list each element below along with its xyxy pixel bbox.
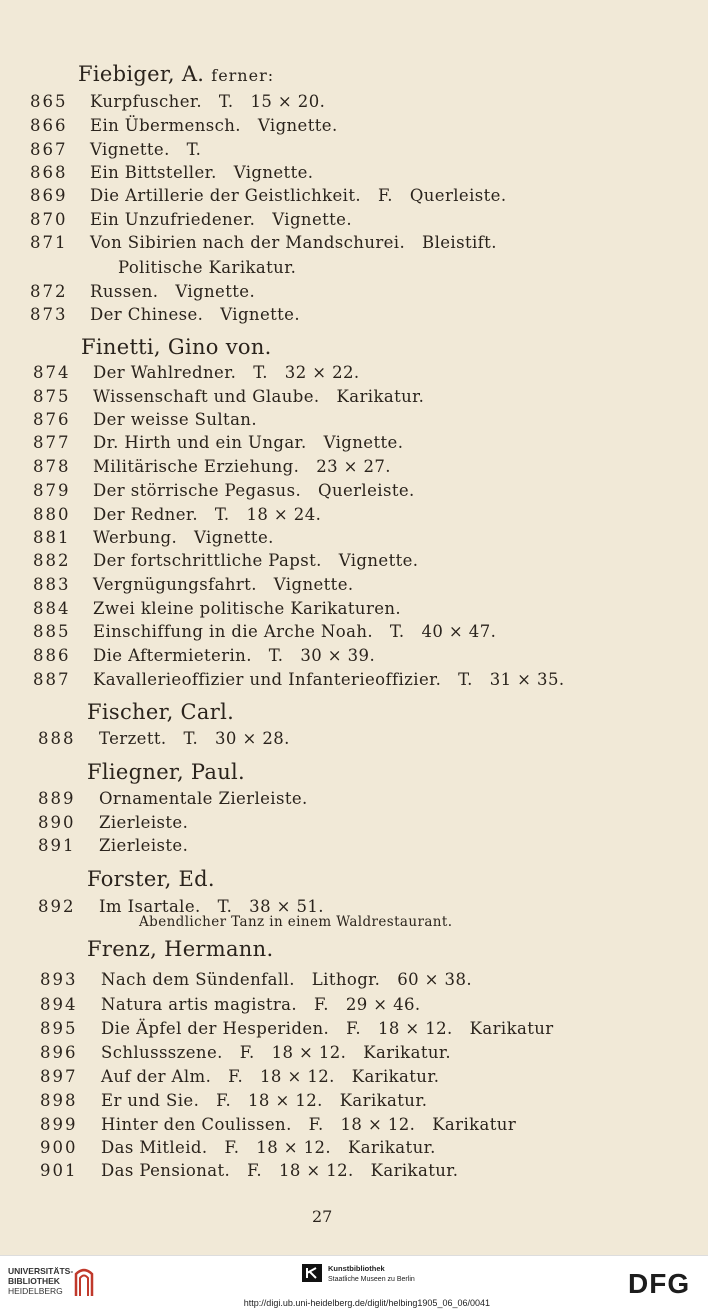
entry-title: Der Wahlredner. T. 32 × 22. <box>93 363 360 382</box>
entry-title: Die Äpfel der Hesperiden. F. 18 × 12. Karikatur <box>101 1019 554 1038</box>
uni-line-2: BIBLIOTHEK <box>8 1276 60 1286</box>
entry-title: Kurpfuscher. T. 15 × 20. <box>90 92 326 111</box>
entry-title: Natura artis magistra. F. 29 × 46. <box>101 995 421 1014</box>
artist-heading <box>87 700 234 724</box>
uni-line-3: HEIDELBERG <box>8 1286 63 1296</box>
artist-heading <box>87 867 215 891</box>
heidelberg-seal-icon <box>72 1264 96 1298</box>
entry-number: 872 <box>30 282 68 301</box>
entry-number: 896 <box>40 1043 78 1062</box>
entry-title: Nach dem Sündenfall. Lithogr. 60 × 38. <box>101 970 472 989</box>
entry-title: Kavallerieoffizier und Infanterieoffizier. T. 31 × 35. <box>93 670 565 689</box>
entry-title: Hinter den Coulissen. F. 18 × 12. Karikatur <box>101 1115 517 1134</box>
entry-number: 892 <box>38 897 76 916</box>
entry-number: 895 <box>40 1019 78 1038</box>
entry-number: 866 <box>30 116 68 135</box>
entry-number: 883 <box>33 575 71 594</box>
entry-title: Einschiffung in die Arche Noah. T. 40 × 47. <box>93 622 497 641</box>
artist-heading <box>87 760 245 784</box>
entry-title: Der Redner. T. 18 × 24. <box>93 505 322 524</box>
kunstbibliothek-label <box>328 1264 415 1285</box>
kb-title: Kunstbibliothek <box>328 1264 385 1273</box>
entry-title: Von Sibirien nach der Mandschurei. Bleistift. <box>90 233 497 252</box>
entry-title: Terzett. T. 30 × 28. <box>99 729 290 748</box>
entry-number: 878 <box>33 457 71 476</box>
entry-number: 891 <box>38 836 76 855</box>
entry-title: Dr. Hirth und ein Ungar. Vignette. <box>93 433 404 452</box>
entry-title: Zierleiste. <box>99 836 189 855</box>
entry-number: 901 <box>40 1161 78 1180</box>
entry-number: 881 <box>33 528 71 547</box>
entry-title: Ein Unzufriedener. Vignette. <box>90 210 352 229</box>
artist-name: Forster, Ed. <box>87 867 215 891</box>
heidelberg-library-logo <box>8 1266 73 1296</box>
entry-number: 897 <box>40 1067 78 1086</box>
entry-number: 887 <box>33 670 71 689</box>
entry-number: 874 <box>33 363 71 382</box>
entry-description: Abendlicher Tanz in einem Waldrestaurant. <box>139 914 453 930</box>
artist-heading <box>78 62 274 86</box>
entry-title: Das Pensionat. F. 18 × 12. Karikatur. <box>101 1161 459 1180</box>
entry-title: Ornamentale Zierleiste. <box>99 789 308 808</box>
entry-number: 867 <box>30 140 68 159</box>
entry-number: 888 <box>38 729 76 748</box>
entry-title: Ein Übermensch. Vignette. <box>90 116 338 135</box>
artist-heading <box>87 937 273 961</box>
artist-name: Frenz, Hermann. <box>87 937 274 961</box>
entry-number: 865 <box>30 92 68 111</box>
entry-title: Der fortschrittliche Papst. Vignette. <box>93 551 419 570</box>
entry-number: 898 <box>40 1091 78 1110</box>
entry-title: Die Aftermieterin. T. 30 × 39. <box>93 646 376 665</box>
entry-title: Vergnügungsfahrt. Vignette. <box>93 575 354 594</box>
entry-number: 869 <box>30 186 68 205</box>
entry-title: Das Mitleid. F. 18 × 12. Karikatur. <box>101 1138 436 1157</box>
entry-title: Der weisse Sultan. <box>93 410 257 429</box>
entry-number: 871 <box>30 233 68 252</box>
entry-title: Wissenschaft und Glaube. Karikatur. <box>93 387 425 406</box>
dfg-logo: DFG <box>628 1268 691 1299</box>
entry-title: Schlussszene. F. 18 × 12. Karikatur. <box>101 1043 451 1062</box>
entry-title: Der störrische Pegasus. Querleiste. <box>93 481 415 500</box>
artist-name: Fliegner, Paul. <box>87 760 246 784</box>
entry-number: 877 <box>33 433 71 452</box>
entry-number: 882 <box>33 551 71 570</box>
entry-number: 885 <box>33 622 71 641</box>
entry-number: 879 <box>33 481 71 500</box>
entry-number: 889 <box>38 789 76 808</box>
entry-title: Zwei kleine politische Karikaturen. <box>93 599 402 618</box>
entry-title: Militärische Erziehung. 23 × 27. <box>93 457 391 476</box>
entry-number: 890 <box>38 813 76 832</box>
entry-subtitle: Politische Karikatur. <box>118 258 297 277</box>
artist-name: Fiebiger, A. <box>78 62 205 86</box>
entry-number: 899 <box>40 1115 78 1134</box>
entry-title: Im Isartale. T. 38 × 51. <box>99 897 324 916</box>
entry-number: 884 <box>33 599 71 618</box>
entry-title: Ein Bittsteller. Vignette. <box>90 163 314 182</box>
page-number: 27 <box>312 1207 333 1226</box>
entry-number: 894 <box>40 995 78 1014</box>
artist-heading <box>81 335 272 359</box>
entry-number: 868 <box>30 163 68 182</box>
entry-title: Auf der Alm. F. 18 × 12. Karikatur. <box>101 1067 440 1086</box>
entry-number: 875 <box>33 387 71 406</box>
artist-name: Finetti, Gino von. <box>81 335 272 359</box>
entry-title: Er und Sie. F. 18 × 12. Karikatur. <box>101 1091 428 1110</box>
entry-number: 873 <box>30 305 68 324</box>
entry-number: 893 <box>40 970 78 989</box>
uni-line-1: UNIVERSITÄTS- <box>8 1266 74 1276</box>
source-url-link[interactable]: http://digi.ub.uni-heidelberg.de/diglit/helbing1905_06_06/0041 <box>243 1298 490 1308</box>
footer-bar <box>0 1255 708 1310</box>
entry-title: Der Chinese. Vignette. <box>90 305 300 324</box>
entry-number: 880 <box>33 505 71 524</box>
entry-number: 876 <box>33 410 71 429</box>
entry-number: 886 <box>33 646 71 665</box>
artist-heading-suffix: ferner: <box>211 66 275 85</box>
entry-number: 870 <box>30 210 68 229</box>
entry-title: Vignette. T. <box>90 140 202 159</box>
entry-title: Russen. Vignette. <box>90 282 256 301</box>
kunstbibliothek-logo-icon <box>302 1264 322 1282</box>
entry-title: Die Artillerie der Geistlichkeit. F. Querleiste. <box>90 186 507 205</box>
kb-subtitle: Staatliche Museen zu Berlin <box>328 1276 415 1283</box>
artist-name: Fischer, Carl. <box>87 700 235 724</box>
entry-title: Werbung. Vignette. <box>93 528 274 547</box>
entry-number: 900 <box>40 1138 78 1157</box>
entry-title: Zierleiste. <box>99 813 189 832</box>
